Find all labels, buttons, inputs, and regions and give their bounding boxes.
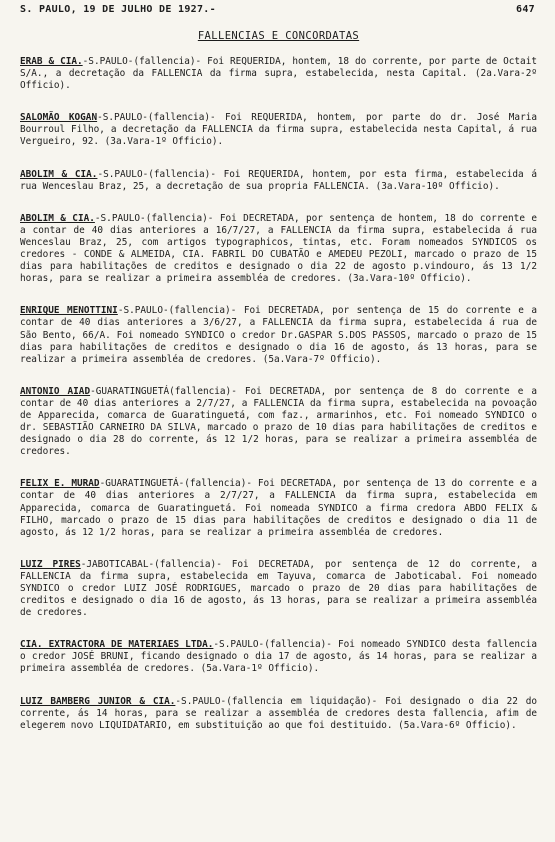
notice-entry (20, 696, 537, 732)
entry-text: -S.PAULO-(fallencia)- Foi nomeado SYNDICO desta fallencia o credor JOSÉ BRUNI, ficando designado o dia 17 de agosto, ás 14 horas, para se realizar a primeira assembléa de credores. (5a.Vara-1º Officio). (20, 639, 537, 675)
header-place-date: S. PAULO, 19 DE JULHO DE 1927.- (20, 4, 216, 15)
entry-text: -GUARATINGUETÁ(fallencia)- Foi DECRETADA, por sentença de 8 do corrente e a contar de 40 dias anteriores a 2/7/27, a FALLENCIA da firma supra, estabelecida na povoação de Apparecida, comarca de Guaratinguetá, com faz., armarinhos, etc. Foi nomeado SYNDICO o dr. SEBASTIÃO CARNEIRO DA SILVA, marcado o prazo de 10 dias para habilitações de creditos e designado o dia 28 do corrente, ás 12 1/2 horas, para se realizar a primeira assembléa de credores. (20, 385, 537, 458)
entry-lead: SALOMÃO KOGAN (20, 112, 98, 124)
notice-entry (20, 478, 537, 538)
page-number: 647 (516, 4, 535, 15)
section-title: FALLENCIAS E CONCORDATAS (197, 30, 360, 42)
entry-lead: ENRIQUE MENOTTINI (20, 305, 118, 317)
entry-lead: CIA. EXTRACTORA DE MATERIAES LTDA. (20, 639, 214, 651)
entry-text: -S.PAULO-(fallencia)- Foi DECRETADA, por sentença de 15 do corrente e a contar de 40 dias anteriores a 3/6/27, a FALLENCIA da firma supra, estabelecida á rua de São Bento, 66/A. Foi nomeado SYNDICO o credor Dr.GASPAR S.DOS PASSOS, marcado o prazo de 15 dias para habilitações de creditos e designado o dia 16 de agosto, ás 13 horas, para se realizar a primeira assembléa de credores. (5a.Vara-7º Officio). (20, 305, 538, 365)
entry-lead: ANTONIO AIAD (20, 385, 91, 397)
entry-text: -JABOTICABAL-(fallencia)- Foi DECRETADA, por sentença de 12 do corrente, a FALLENCIA da firma supra, estabelecida em Tayuva, comarca de Jaboticabal. Foi nomeado SYNDICO o credor LUIZ JOSÉ RODRIGUES, marcado o prazo de 20 dias para habilitações de creditos e designado o dia 16 de agosto, ás 13 horas, para se realizar a primeira assembléa de credores. (20, 558, 537, 619)
notice-entry (20, 559, 537, 619)
notice-entry (20, 639, 537, 675)
entry-lead: ABOLIM & CIA. (20, 212, 95, 224)
entry-text: -S.PAULO-(fallencia em liquidação)- Foi designado o dia 22 do corrente, ás 14 horas, para se realizar a assembléa de credores desta fallencia, afim de elegerem novo LIQUIDATARIO, em substituição ao que foi destituido. (5a.Vara-6º Officio). (20, 695, 537, 731)
notice-entry (20, 169, 537, 193)
notice-entry (20, 56, 537, 92)
entry-text: -S.PAULO-(fallencia)- Foi REQUERIDA, hontem, 18 do corrente, por parte de Octait S/A., a decretação da FALLENCIA da firma supra, estabelecida, nesta Capital. (2a.Vara-2º Officio). (20, 56, 537, 92)
notice-entry (20, 305, 537, 365)
page-header (20, 4, 537, 20)
entry-lead: LUIZ BAMBERG JUNIOR & CIA. (20, 695, 176, 707)
entry-text: -S.PAULO-(fallencia)- Foi DECRETADA, por sentença de hontem, 18 do corrente e a contar de 40 dias anteriores a 16/7/27, a FALLENCIA da firma supra, estabelecida á rua Wenceslau Braz, 25, com artigos typographicos, tintas, etc. Foram nomeados SYNDICOS os credores - CONDE & ALMEIDA, CIA. FABRIL DO CUBATÃO e AMEDEU PEZOLI, marcado o prazo de 15 dias para habilitações de creditos e designado o dia 22 de agosto p.vindouro, ás 13 1/2 horas, para se realizar a primeira assembléa de credores. (3a.Vara-10º Officio). (20, 212, 538, 285)
notice-entry (20, 112, 537, 148)
entry-lead: LUIZ PIRES (20, 558, 81, 570)
entry-text: -GUARATINGUETÁ-(fallencia)- Foi DECRETADA, por sentença de 13 do corrente e a contar de 40 dias anteriores a 2/7/27, a FALLENCIA da firma supra, estabelecida em Apparecida, comarca de Guaratinguetá. Foi nomeada SYNDICO a firma credora ABDO FELIX & FILHO, marcado o prazo de 15 dias para habilitações de creditos e designado o dia 11 de agosto, ás 12 1/2 horas, para se realizar a primeira assembléa de credores. (20, 478, 537, 538)
notice-entry (20, 386, 537, 459)
entry-lead: ERAB & CIA. (20, 56, 83, 67)
notice-entry (20, 213, 537, 286)
entry-lead: FELIX E. MURAD (20, 478, 100, 490)
entry-text: -S.PAULO-(fallencia)- Foi REQUERIDA, hontem, por parte do dr. José Maria Bourroul Filho, a decretação da FALLENCIA da firma supra, estabelecida nesta Capital, á rua Vergueiro, 92. (3a.Vara-1º Officio). (20, 112, 538, 148)
entry-lead: ABOLIM & CIA. (20, 168, 98, 180)
entry-text: -S.PAULO-(fallencia)- Foi REQUERIDA, hontem, por esta firma, estabelecida á rua Wenceslau Braz, 25, a decretação de sua propria FALLENCIA. (3a.Vara-10º Officio). (20, 168, 537, 192)
